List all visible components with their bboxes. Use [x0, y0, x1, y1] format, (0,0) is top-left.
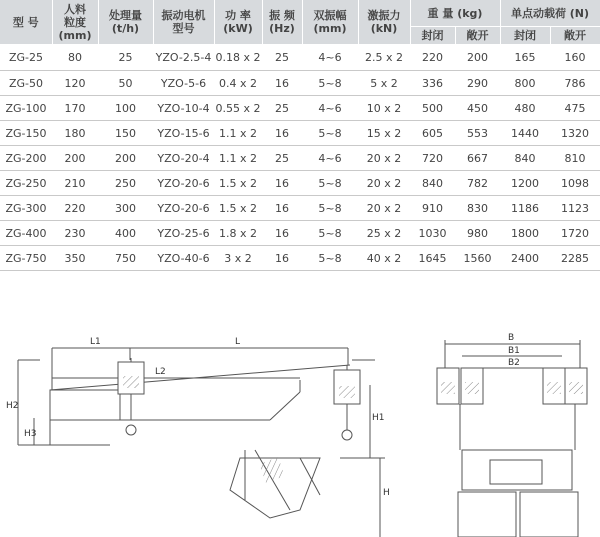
table-row: [0, 246, 600, 271]
table-cell: 336: [410, 71, 455, 96]
table-cell: 553: [455, 121, 500, 146]
table-cell: 25: [262, 96, 302, 121]
table-cell: 200: [455, 45, 500, 71]
header-capacity: 处理量 (t/h): [98, 0, 153, 45]
header-load-open: 敞开: [550, 27, 600, 45]
label-H: H: [383, 488, 390, 498]
table-cell: 5~8: [302, 196, 358, 221]
table-cell: 782: [455, 171, 500, 196]
label-L1: L1: [90, 337, 101, 347]
table-cell: 605: [410, 121, 455, 146]
table-cell: 120: [52, 71, 98, 96]
label-L: L: [235, 337, 241, 347]
table-cell: 1440: [500, 121, 550, 146]
table-cell: 250: [98, 171, 153, 196]
table-cell: 800: [500, 71, 550, 96]
header-load-closed: 封闭: [500, 27, 550, 45]
table-cell: 1645: [410, 246, 455, 271]
header-amplitude: 双振幅 (mm): [302, 0, 358, 45]
table-cell: 300: [98, 196, 153, 221]
table-cell: 720: [410, 146, 455, 171]
table-cell: 25 x 2: [358, 221, 410, 246]
header-force: 激振力 (kN): [358, 0, 410, 45]
table-row: [0, 121, 600, 146]
header-load: 单点动载荷 (N): [500, 0, 600, 27]
table-cell: ZG-400: [0, 221, 52, 246]
header-weight-closed: 封闭: [410, 27, 455, 45]
table-cell: 1.1 x 2: [214, 121, 262, 146]
table-cell: ZG-150: [0, 121, 52, 146]
table-cell: 3 x 2: [214, 246, 262, 271]
header-weight-open: 敞开: [455, 27, 500, 45]
table-cell: 210: [52, 171, 98, 196]
table-row: [0, 146, 600, 171]
table-cell: 16: [262, 171, 302, 196]
table-cell: 1800: [500, 221, 550, 246]
table-cell: 750: [98, 246, 153, 271]
table-cell: 1320: [550, 121, 600, 146]
table-cell: 5 x 2: [358, 71, 410, 96]
table-cell: 350: [52, 246, 98, 271]
table-cell: 20 x 2: [358, 171, 410, 196]
table-cell: YZO-20-6: [153, 171, 214, 196]
table-cell: 100: [98, 96, 153, 121]
table-cell: 5~8: [302, 71, 358, 96]
table-cell: YZO-20-4: [153, 146, 214, 171]
table-cell: 16: [262, 121, 302, 146]
label-H3: H3: [24, 429, 37, 439]
table-row: [0, 171, 600, 196]
header-model: 型 号: [0, 0, 52, 45]
table-cell: 200: [98, 146, 153, 171]
table-cell: 25: [262, 146, 302, 171]
table-cell: 150: [98, 121, 153, 146]
table-cell: 40 x 2: [358, 246, 410, 271]
table-row: [0, 221, 600, 246]
table-cell: 1.1 x 2: [214, 146, 262, 171]
table-cell: YZO-15-6: [153, 121, 214, 146]
table-cell: 25: [98, 45, 153, 71]
table-cell: 0.55 x 2: [214, 96, 262, 121]
table-cell: 840: [410, 171, 455, 196]
table-cell: 1030: [410, 221, 455, 246]
table-cell: YZO-2.5-4: [153, 45, 214, 71]
table-cell: 1.8 x 2: [214, 221, 262, 246]
table-cell: 165: [500, 45, 550, 71]
table-cell: 170: [52, 96, 98, 121]
label-B2: B2: [508, 358, 520, 368]
table-cell: 1560: [455, 246, 500, 271]
header-frequency: 振 频 (Hz): [262, 0, 302, 45]
table-cell: 4~6: [302, 146, 358, 171]
table-cell: 980: [455, 221, 500, 246]
table-cell: 840: [500, 146, 550, 171]
table-cell: ZG-25: [0, 45, 52, 71]
end-view: [437, 340, 587, 537]
table-cell: 1.5 x 2: [214, 196, 262, 221]
table-cell: 0.18 x 2: [214, 45, 262, 71]
table-cell: 180: [52, 121, 98, 146]
table-cell: 500: [410, 96, 455, 121]
header-weight: 重 量 (kg): [410, 0, 500, 27]
table-cell: ZG-250: [0, 171, 52, 196]
table-cell: 475: [550, 96, 600, 121]
table-cell: 10 x 2: [358, 96, 410, 121]
table-cell: YZO-25-6: [153, 221, 214, 246]
side-view: [18, 348, 385, 537]
table-cell: 810: [550, 146, 600, 171]
feeder-drawing: [0, 310, 600, 537]
table-row: [0, 45, 600, 71]
table-cell: 220: [52, 196, 98, 221]
table-cell: 1186: [500, 196, 550, 221]
table-cell: YZO-20-6: [153, 196, 214, 221]
table-cell: YZO-5-6: [153, 71, 214, 96]
table-cell: 830: [455, 196, 500, 221]
table-cell: 220: [410, 45, 455, 71]
table-cell: 1720: [550, 221, 600, 246]
table-row: [0, 196, 600, 221]
table-cell: 4~6: [302, 96, 358, 121]
table-cell: 1098: [550, 171, 600, 196]
table-cell: 16: [262, 71, 302, 96]
table-cell: 400: [98, 221, 153, 246]
table-cell: 910: [410, 196, 455, 221]
table-cell: 160: [550, 45, 600, 71]
header-power: 功 率 (kW): [214, 0, 262, 45]
table-cell: ZG-200: [0, 146, 52, 171]
table-cell: 200: [52, 146, 98, 171]
table-cell: 16: [262, 221, 302, 246]
table-cell: 1.5 x 2: [214, 171, 262, 196]
table-cell: 230: [52, 221, 98, 246]
table-cell: 16: [262, 246, 302, 271]
table-row: [0, 96, 600, 121]
table-header: [0, 0, 600, 45]
header-motor: 振动电机 型号: [153, 0, 214, 45]
table-cell: 2285: [550, 246, 600, 271]
table-cell: 5~8: [302, 246, 358, 271]
table-cell: 80: [52, 45, 98, 71]
table-cell: 0.4 x 2: [214, 71, 262, 96]
table-cell: 5~8: [302, 171, 358, 196]
table-cell: 5~8: [302, 221, 358, 246]
table-cell: 50: [98, 71, 153, 96]
table-cell: 5~8: [302, 121, 358, 146]
table-cell: 1123: [550, 196, 600, 221]
table-cell: YZO-40-6: [153, 246, 214, 271]
table-body: [0, 45, 600, 271]
table-cell: 4~6: [302, 45, 358, 71]
label-B: B: [508, 333, 515, 343]
label-H2: H2: [6, 401, 19, 411]
table-cell: 480: [500, 96, 550, 121]
table-cell: 2.5 x 2: [358, 45, 410, 71]
label-L2: L2: [155, 367, 166, 377]
table-cell: 667: [455, 146, 500, 171]
table-cell: 450: [455, 96, 500, 121]
table-cell: 20 x 2: [358, 146, 410, 171]
table-cell: ZG-750: [0, 246, 52, 271]
table-cell: 16: [262, 196, 302, 221]
table-cell: 290: [455, 71, 500, 96]
table-cell: 25: [262, 45, 302, 71]
label-H1: H1: [372, 413, 385, 423]
header-feed-size: 人料 粒度 (mm): [52, 0, 98, 45]
table-cell: 1200: [500, 171, 550, 196]
table-row: [0, 71, 600, 96]
label-B1: B1: [508, 346, 520, 356]
table-cell: 786: [550, 71, 600, 96]
table-cell: 20 x 2: [358, 196, 410, 221]
table-cell: ZG-100: [0, 96, 52, 121]
table-cell: ZG-300: [0, 196, 52, 221]
table-cell: 15 x 2: [358, 121, 410, 146]
table-cell: YZO-10-4: [153, 96, 214, 121]
table-cell: ZG-50: [0, 71, 52, 96]
table-cell: 2400: [500, 246, 550, 271]
